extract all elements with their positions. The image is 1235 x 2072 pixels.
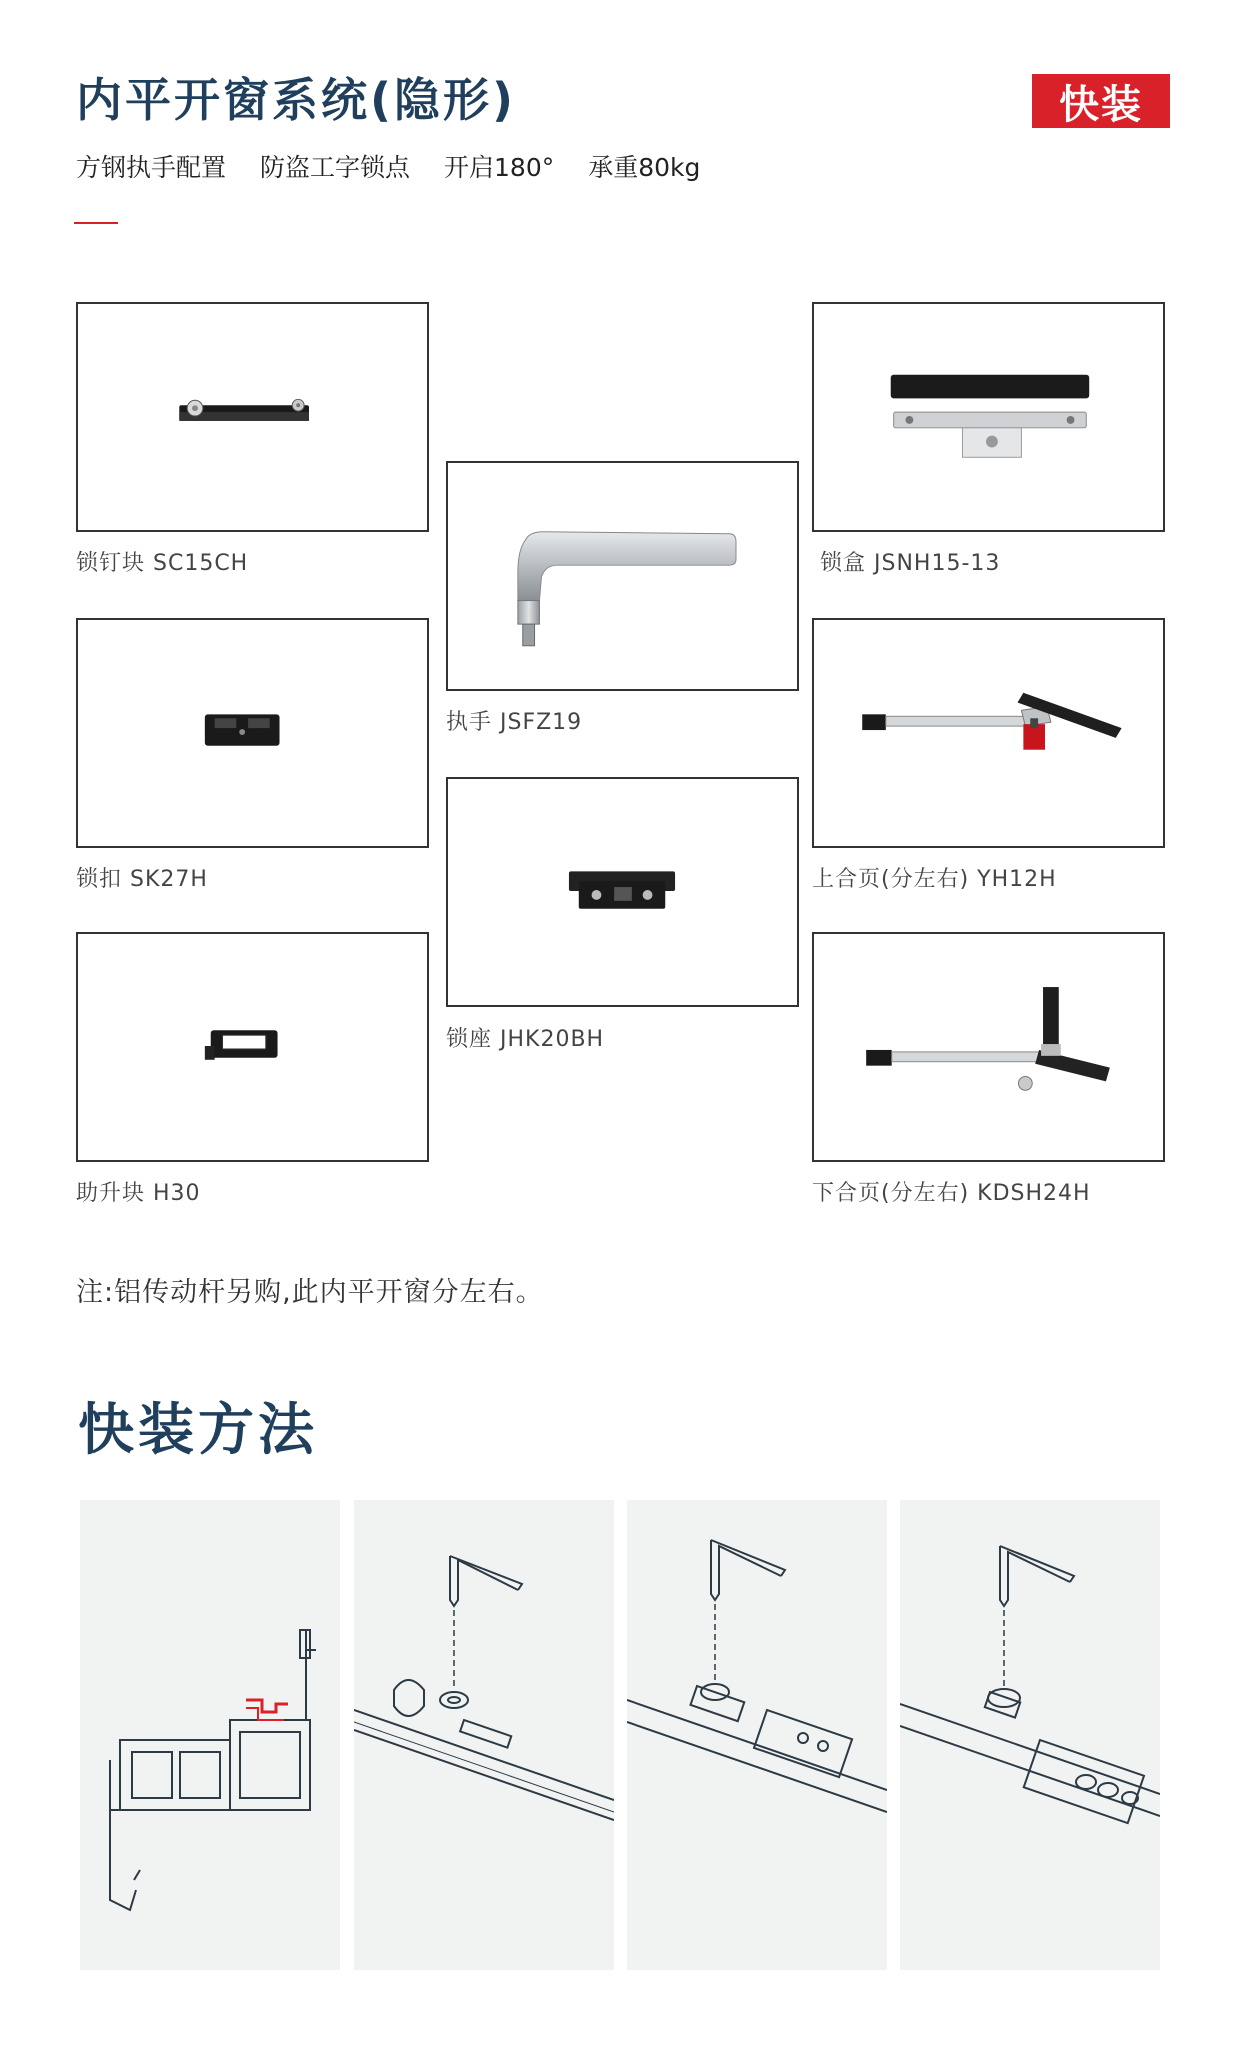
lock-box-image	[814, 304, 1163, 530]
product-card-bottom-hinge	[812, 932, 1165, 1162]
feature-item: 开启180°	[444, 153, 555, 182]
feature-item: 承重80kg	[588, 153, 701, 182]
feature-list	[76, 148, 700, 182]
lock-buckle-image	[78, 620, 427, 846]
allen-key-step-2-diagram	[354, 1500, 614, 1970]
top-hinge-image	[814, 620, 1163, 846]
product-card-lift-block	[76, 932, 429, 1162]
handle-image	[448, 463, 797, 689]
install-step-3	[627, 1500, 887, 1970]
product-card-top-hinge	[812, 618, 1165, 848]
product-label: 锁座 JHK20BH	[446, 1027, 605, 1052]
product-card-lock-seat	[446, 777, 799, 1007]
product-card-lock-buckle	[76, 618, 429, 848]
allen-key-step-4-diagram	[900, 1500, 1160, 1970]
bottom-hinge-image	[814, 934, 1163, 1160]
product-label: 锁盒 JSNH15-13	[820, 551, 1001, 576]
allen-key-step-3-diagram	[627, 1500, 887, 1970]
product-label: 执手 JSFZ19	[446, 710, 583, 735]
accent-divider	[74, 222, 118, 224]
accessory-note: 注:铝传动杆另购,此内平开窗分左右。	[76, 1277, 544, 1308]
install-step-2	[354, 1500, 614, 1970]
lock-seat-image	[448, 779, 797, 1005]
product-card-lock-box	[812, 302, 1165, 532]
feature-item: 方钢执手配置	[76, 153, 227, 182]
product-label: 助升块 H30	[76, 1181, 201, 1206]
product-label: 锁钉块 SC15CH	[76, 551, 249, 576]
feature-item: 防盗工字锁点	[260, 153, 411, 182]
install-section-title: 快装方法	[78, 1398, 318, 1463]
product-card-handle	[446, 461, 799, 691]
quick-install-badge: 快装	[1032, 74, 1170, 128]
profile-cross-section-diagram	[80, 1500, 340, 1970]
product-label: 上合页(分左右) YH12H	[812, 867, 1057, 892]
install-step-1	[80, 1500, 340, 1970]
install-step-4	[900, 1500, 1160, 1970]
product-label: 锁扣 SK27H	[76, 867, 208, 892]
page-title: 内平开窗系统(隐形)	[76, 73, 517, 127]
lift-block-image	[78, 934, 427, 1160]
product-label: 下合页(分左右) KDSH24H	[812, 1181, 1091, 1206]
lock-nail-block-image	[78, 304, 427, 530]
product-card-lock-nail-block	[76, 302, 429, 532]
